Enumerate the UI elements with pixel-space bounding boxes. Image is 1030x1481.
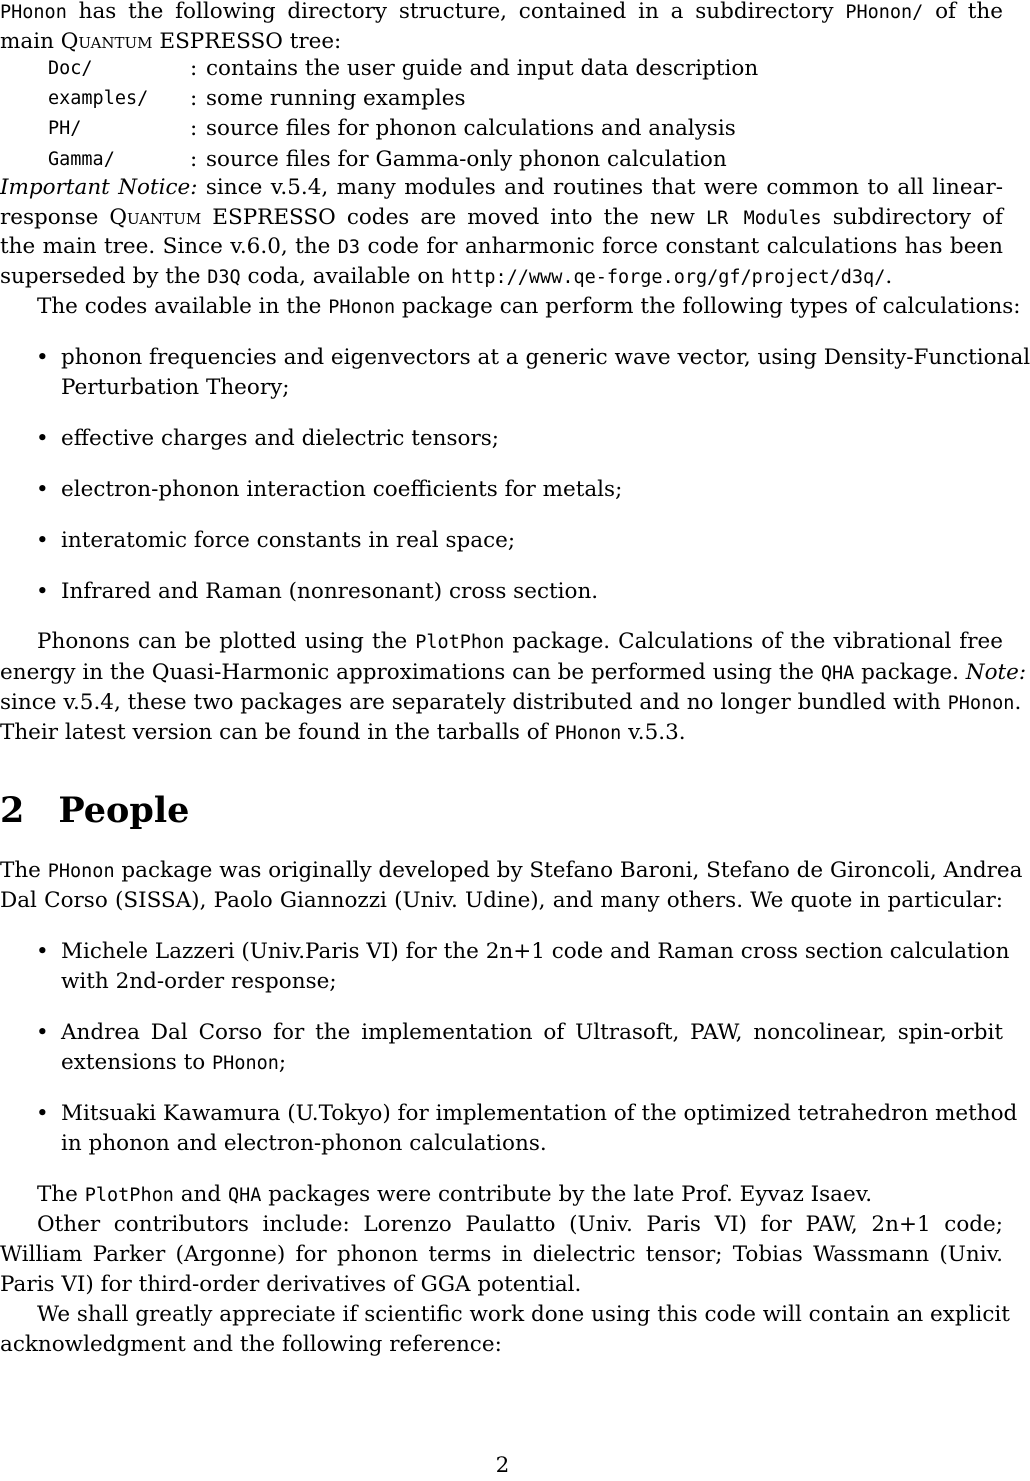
contrib-line-2: Other contributors include: Lorenzo Paulatto (Univ. Paris VI) for PAW, 2n+1 code; [37, 1212, 1003, 1237]
section-title: People [58, 790, 190, 831]
section-heading [0, 789, 189, 833]
bullet-icon: • [36, 426, 49, 451]
bullet-icon: • [36, 1020, 49, 1045]
notice-line-3: the main tree. Since v.6.0, the D3 code for anharmonic force constant calculations has been [0, 234, 1003, 259]
bullet-icon: • [36, 579, 49, 604]
bullet-icon: • [36, 345, 49, 370]
contrib-line-1: The PlotPhon and QHA packages were contribute by the late Prof. Eyvaz Isaev. [37, 1182, 873, 1207]
codes-intro: The codes available in the PHonon package can perform the following types of calculations: [37, 294, 1021, 319]
d3q-url-link[interactable]: http://www.qe-forge.org/gf/project/d3q/ [450, 267, 886, 288]
intro-line-2: main Quantum ESPRESSO tree: [0, 29, 342, 54]
list-item: interatomic force constants in real space; [61, 528, 516, 553]
bullet-icon: • [36, 939, 49, 964]
contrib-line-4: Paris VI) for third-order derivatives of GGA potential. [0, 1272, 582, 1297]
intro-line-1: PHonon has the following directory structure, contained in a subdirectory PHonon/ of the [0, 0, 1004, 24]
list-item: Andrea Dal Corso for the implementation of Ultrasoft, PAW, noncolinear, spin-orbit [61, 1020, 1003, 1045]
list-item-cont: Perturbation Theory; [61, 375, 290, 400]
list-item: electron-phonon interaction coefficients for metals; [61, 477, 623, 502]
list-item-cont: with 2nd-order response; [61, 969, 337, 994]
notice-line-4: superseded by the D3Q coda, available on http://www.qe-forge.org/gf/project/d3q/. [0, 264, 893, 289]
page-number: 2 [495, 1453, 510, 1478]
bullet-icon: • [36, 528, 49, 553]
list-item-cont: in phonon and electron-phonon calculations. [61, 1131, 547, 1156]
notice-line-2: response Quantum ESPRESSO codes are moved into the new LR Modules subdirectory of [0, 205, 1003, 230]
contrib-line-6: acknowledgment and the following reference: [0, 1332, 502, 1357]
notice-line-1: Important Notice: since v.5.4, many modules and routines that were common to all linear- [0, 175, 1003, 200]
people-line-2: Dal Corso (SISSA), Paolo Giannozzi (Univ. Udine), and many others. We quote in particular: [0, 888, 1003, 913]
contrib-line-3: William Parker (Argonne) for phonon terms in dielectric tensor; Tobias Wassmann (Univ. [0, 1242, 1003, 1267]
plot-line-3: since v.5.4, these two packages are separately distributed and no longer bundled with PHonon. [0, 690, 1022, 715]
plot-line-4: Their latest version can be found in the tarballs of PHonon v.5.3. [0, 720, 686, 745]
plot-line-1: Phonons can be plotted using the PlotPhon package. Calculations of the vibrational free [37, 629, 1003, 654]
list-item-cont: extensions to PHonon; [61, 1050, 287, 1075]
list-item: Infrared and Raman (nonresonant) cross section. [61, 579, 599, 604]
list-item: effective charges and dielectric tensors; [61, 426, 499, 451]
bullet-icon: • [36, 1101, 49, 1126]
list-item: Michele Lazzeri (Univ.Paris VI) for the 2n+1 code and Raman cross section calculation [61, 939, 1010, 964]
bullet-icon: • [36, 477, 49, 502]
contrib-line-5: We shall greatly appreciate if scientific work done using this code will contain an explicit [37, 1302, 1010, 1327]
list-item: phonon frequencies and eigenvectors at a generic wave vector, using Density-Functional [61, 345, 1030, 370]
plot-line-2: energy in the Quasi-Harmonic approximations can be performed using the QHA package. Note: [0, 660, 1027, 685]
list-item: Mitsuaki Kawamura (U.Tokyo) for implementation of the optimized tetrahedron method [61, 1101, 1018, 1126]
section-number: 2 [0, 790, 25, 831]
people-line-1: The PHonon package was originally developed by Stefano Baroni, Stefano de Gironcoli, Andrea [0, 858, 1023, 883]
